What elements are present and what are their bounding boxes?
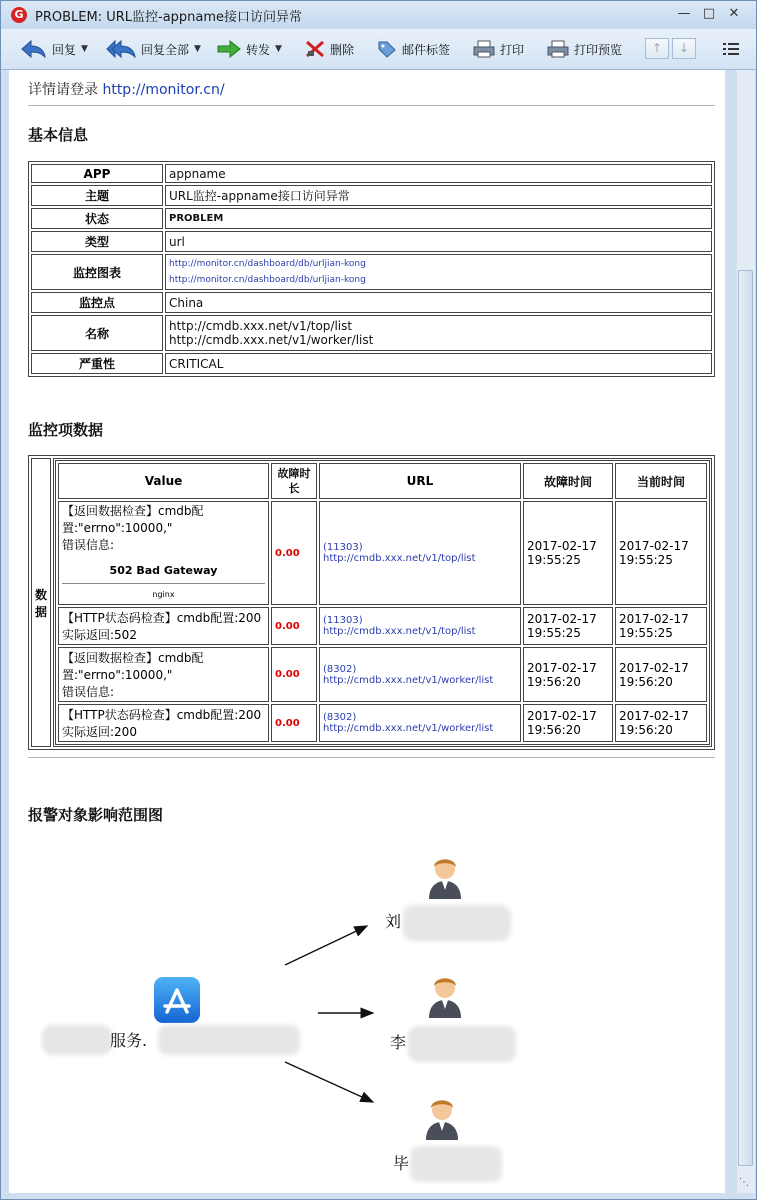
url-link[interactable]: (8302) http://cmdb.xxx.net/v1/worker/list [319,704,521,742]
forward-label: 转发 [246,42,271,57]
side-label-char: 数 [34,587,47,602]
mail-tag-button[interactable] [377,39,450,59]
person-icon [425,854,465,900]
redacted-text [42,1025,112,1055]
app-label: APP [31,164,163,183]
resize-grip-icon[interactable]: ⋱ [739,1177,749,1188]
basic-info-heading: 基本信息 [28,126,89,144]
duration-value: 0.00 [271,501,317,605]
duration-value: 0.00 [271,704,317,742]
value-line: 置:"errno":10000," [62,521,173,535]
menu-button[interactable] [723,39,744,59]
col-duration: 故障时长 [271,463,317,499]
print-preview-label: 打印预览 [574,42,623,57]
current-clock: 19:56:20 [619,723,673,737]
person-icon [425,973,465,1019]
delete-label: 删除 [330,42,355,57]
name-value-line: http://cmdb.xxx.net/v1/worker/list [169,333,374,347]
delete-button[interactable] [305,39,354,59]
table-row [58,704,707,742]
chart-label: 监控图表 [31,254,163,290]
fault-clock: 19:55:25 [527,553,581,567]
print-preview-icon [547,40,569,58]
list-menu-icon [723,42,739,56]
severity-value: CRITICAL [165,353,712,374]
forward-icon [217,40,241,58]
nginx-text: nginx [62,583,265,603]
login-line [28,79,225,99]
monitor-outer-table [28,455,715,750]
value-line: 实际返回:502 [62,628,137,642]
current-date: 2017-02-17 [619,660,689,675]
subject-value: URL监控-appname接口访问异常 [165,185,712,206]
reply-button[interactable] [21,39,88,59]
monitor-table [55,460,710,745]
url-link[interactable]: (8302) http://cmdb.xxx.net/v1/worker/list [319,647,521,702]
type-value: url [165,231,712,252]
monitor-heading: 监控项数据 [28,421,104,439]
duration-value: 0.00 [271,647,317,702]
col-current-time: 当前时间 [615,463,707,499]
reply-icon [21,40,47,58]
current-clock: 19:55:25 [619,626,673,640]
point-label: 监控点 [31,292,163,313]
previous-mail-button[interactable] [645,38,669,59]
reply-all-dropdown-icon[interactable]: ▼ [194,44,201,54]
value-line: 置:"errno":10000," [62,668,173,682]
app-logo-icon: G [11,7,27,23]
col-value: Value [58,463,269,499]
title-bar [1,1,756,29]
fault-date: 2017-02-17 [527,709,597,723]
duration-value: 0.00 [271,607,317,645]
redacted-text [158,1025,300,1055]
mail-body [9,70,725,1193]
fault-date: 2017-02-17 [527,612,597,626]
reply-all-icon [106,40,136,58]
window-title: PROBLEM: URL监控-appname接口访问异常 [35,10,303,25]
login-link[interactable]: http://monitor.cn/ [102,82,225,98]
redacted-text [403,905,511,941]
app-store-icon [153,976,201,1024]
redacted-text [410,1146,502,1182]
current-date: 2017-02-17 [619,612,689,626]
close-button[interactable]: ✕ [728,6,740,21]
print-button[interactable] [473,39,524,59]
fault-date: 2017-02-17 [527,660,597,675]
name-label: 名称 [31,315,163,351]
person-name: 刘 [385,912,402,931]
tag-icon [377,40,397,58]
value-line: 【返回数据检查】cmdb配 [62,651,204,665]
vertical-scrollbar[interactable] [737,70,755,1193]
next-mail-button[interactable] [672,38,696,59]
status-label: 状态 [31,208,163,229]
point-value: China [165,292,712,313]
side-label-char: 据 [34,604,47,619]
minimize-button[interactable]: — [677,6,691,21]
current-date: 2017-02-17 [619,709,689,723]
redacted-text [408,1026,516,1062]
arrow-to-person-3 [285,1062,373,1102]
name-value-line: http://cmdb.xxx.net/v1/top/list [169,319,353,333]
col-fault-time: 故障时间 [523,463,613,499]
forward-button[interactable] [217,39,282,59]
current-date: 2017-02-17 [619,539,689,553]
maximize-button[interactable]: □ [702,6,716,21]
divider [28,105,715,106]
reply-all-button[interactable] [106,39,201,59]
value-line: 【HTTP状态码检查】cmdb配置:200 [62,708,262,722]
table-row [58,607,707,645]
current-clock: 19:55:25 [619,553,673,567]
app-value: appname [165,164,712,183]
person-name: 毕 [393,1154,410,1173]
impact-heading: 报警对象影响范围图 [28,806,164,824]
arrow-up-icon: ↑ [651,41,663,55]
delete-icon [305,40,325,58]
scrollbar-thumb[interactable] [738,270,753,1166]
status-value: PROBLEM [165,208,712,229]
value-line: 【返回数据检查】cmdb配 [62,504,204,518]
reply-dropdown-icon[interactable]: ▼ [81,44,88,54]
service-label: 服务. [110,1031,148,1050]
arrow-down-icon: ↓ [678,41,690,55]
table-row [58,647,707,702]
login-prefix: 详情请登录 [28,82,98,98]
impact-graph-arrows [9,830,725,1190]
gateway-error: 502 Bad Gateway [109,564,218,577]
value-line: 错误信息: [62,685,115,699]
chart-link[interactable]: http://monitor.cn/dashboard/db/urljian-kong [169,259,366,269]
col-url: URL [319,463,521,499]
reply-label: 回复 [52,42,77,57]
value-line: 错误信息: [62,538,115,552]
arrow-to-person-1 [285,926,367,965]
value-line: 实际返回:200 [62,725,137,739]
fault-clock: 19:56:20 [527,674,581,689]
fault-date: 2017-02-17 [527,539,597,553]
basic-info-table [28,161,715,377]
reply-all-label: 回复全部 [141,42,190,57]
subject-label: 主题 [31,185,163,206]
toolbar [1,29,756,70]
value-line: 【HTTP状态码检查】cmdb配置:200 [62,611,262,625]
severity-label: 严重性 [31,353,163,374]
url-link[interactable]: (11303) http://cmdb.xxx.net/v1/top/list [319,501,521,605]
chart-link[interactable]: http://monitor.cn/dashboard/db/urljian-kong [169,275,366,285]
divider [28,757,715,758]
table-row [58,501,707,605]
monitor-side-label [31,458,51,747]
person-name: 李 [390,1033,407,1052]
fault-clock: 19:55:25 [527,626,581,640]
type-label: 类型 [31,231,163,252]
print-label: 打印 [500,42,525,57]
person-icon [422,1095,462,1141]
forward-dropdown-icon[interactable]: ▼ [275,44,282,54]
fault-clock: 19:56:20 [527,723,581,737]
printer-icon [473,40,495,58]
current-clock: 19:56:20 [619,674,673,689]
print-preview-button[interactable] [547,39,622,59]
mail-tag-label: 邮件标签 [402,42,451,57]
url-link[interactable]: (11303) http://cmdb.xxx.net/v1/top/list [319,607,521,645]
